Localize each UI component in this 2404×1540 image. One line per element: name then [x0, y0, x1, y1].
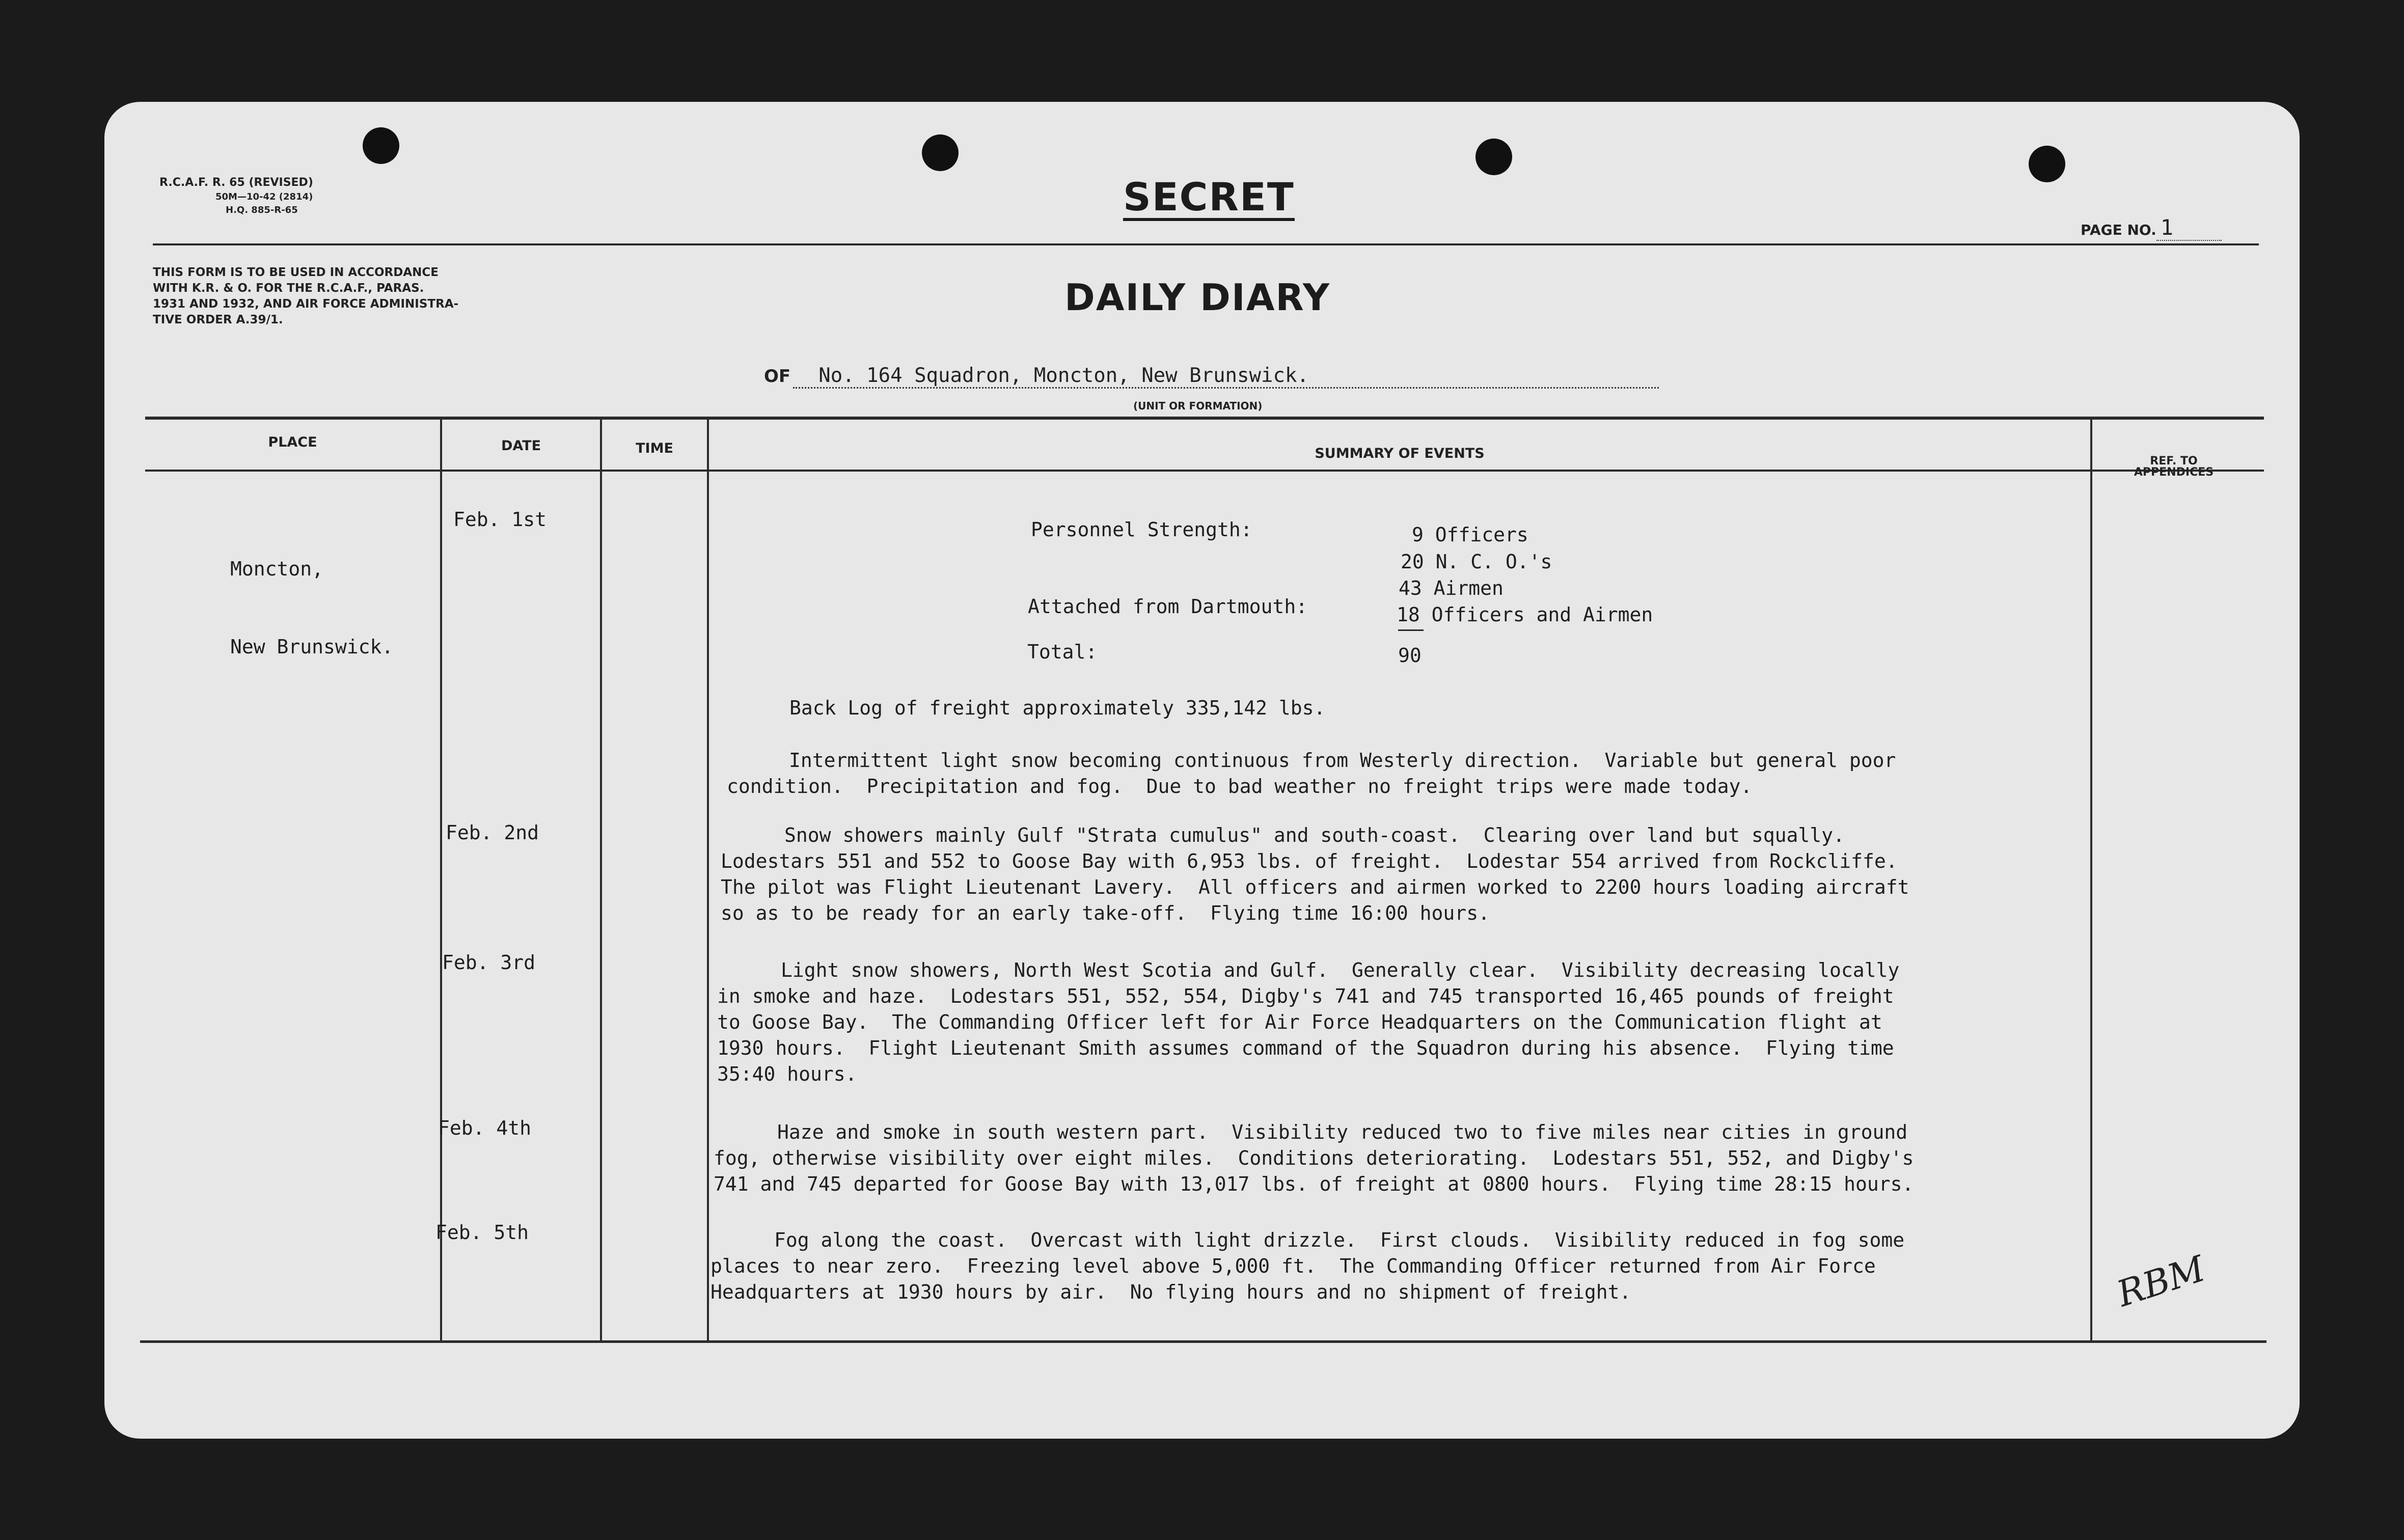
column-header-ref	[2092, 456, 2255, 478]
entry-line: Lodestars 551 and 552 to Goose Bay with 6,953 lbs. of freight. Lodestar 554 arrived from Rockcliffe.	[721, 850, 1898, 872]
entry-line: Light snow showers, North West Scotia and Gulf. Generally clear. Visibility decreasing locally	[781, 959, 1900, 981]
form-note-line: TIVE ORDER A.39/1.	[153, 313, 283, 326]
entry-line: Haze and smoke in south western part. Visibility reduced two to five miles near cities in ground	[777, 1121, 1908, 1143]
total-label: Total:	[1027, 641, 1098, 663]
entry-feb2	[721, 822, 1909, 926]
diary-page	[104, 102, 2300, 1439]
signature: RBM	[2112, 1247, 2210, 1315]
column-rule	[707, 417, 709, 1341]
form-code	[159, 175, 313, 217]
attached-count: 18 Officers and Airmen	[1397, 603, 1653, 626]
entry-feb3	[717, 957, 1899, 1087]
airmen-count: 43 Airmen	[1399, 577, 1504, 599]
table-head-rule	[145, 470, 2264, 472]
punch-hole	[1476, 139, 1512, 175]
column-rule	[600, 417, 602, 1341]
page-title: DAILY DIARY	[1064, 276, 1331, 319]
entry-line: Fog along the coast. Overcast with light drizzle. First clouds. Visibility reduced in fog some	[774, 1229, 1905, 1251]
form-code-line: 50M—10-42 (2814)	[215, 191, 313, 202]
place-line: New Brunswick.	[230, 636, 394, 658]
punch-hole	[363, 127, 399, 164]
column-header-date: DATE	[501, 438, 541, 454]
column-rule	[2090, 417, 2092, 1341]
date-cell: Feb. 4th	[438, 1117, 532, 1139]
form-code-line: R.C.A.F. R. 65 (REVISED)	[159, 176, 313, 189]
form-code-line: H.Q. 885-R-65	[226, 205, 298, 215]
entry-line: The pilot was Flight Lieutenant Lavery. All officers and airmen worked to 2200 hours loading aircraft	[721, 876, 1909, 898]
backlog-entry: Back Log of freight approximately 335,142 lbs.	[789, 697, 1326, 719]
punch-hole	[2029, 146, 2065, 182]
attached-label: Attached from Dartmouth:	[1028, 595, 1308, 618]
form-note-line: THIS FORM IS TO BE USED IN ACCORDANCE	[153, 266, 439, 279]
entry-line: so as to be ready for an early take-off. Flying time 16:00 hours.	[721, 902, 1490, 924]
entry-line: 1930 hours. Flight Lieutenant Smith assumes command of the Squadron during his absence. Flying time	[717, 1037, 1894, 1059]
ncos-count: 20 N. C. O.'s	[1401, 551, 1552, 573]
entry-feb1-weather	[727, 748, 1896, 800]
unit-of-label: OF	[764, 366, 791, 387]
page-number-field	[2081, 215, 2254, 241]
unit-field	[764, 364, 1659, 389]
personnel-strength-label: Personnel Strength:	[1031, 518, 1252, 541]
form-note-line: 1931 AND 1932, AND AIR FORCE ADMINISTRA-	[153, 297, 459, 311]
entry-line: fog, otherwise visibility over eight miles. Conditions deteriorating. Lodestars 551, 552, and Digby's	[714, 1147, 1914, 1169]
table-top-rule	[145, 417, 2264, 420]
officers-count: 9 Officers	[1412, 524, 1528, 546]
table-bottom-rule	[140, 1340, 2266, 1343]
entry-line: 741 and 745 departed for Goose Bay with 13,017 lbs. of freight at 0800 hours. Flying time 28:15 hours.	[714, 1173, 1914, 1195]
total-count: 90	[1398, 644, 1422, 667]
entry-line: Intermittent light snow becoming continuous from Westerly direction. Variable but general poor	[789, 749, 1896, 772]
date-cell: Feb. 2nd	[446, 821, 539, 844]
entry-line: to Goose Bay. The Commanding Officer left for Air Force Headquarters on the Communication flight at	[717, 1011, 1882, 1033]
entry-line: 35:40 hours.	[717, 1063, 857, 1085]
column-header-ref-line: APPENDICES	[2134, 466, 2214, 479]
form-note-line: WITH K.R. & O. FOR THE R.C.A.F., PARAS.	[153, 282, 424, 295]
entry-feb4	[714, 1119, 1914, 1197]
date-cell: Feb. 1st	[453, 508, 547, 531]
column-header-place: PLACE	[268, 434, 317, 450]
header-rule	[153, 243, 2259, 245]
entry-line: Snow showers mainly Gulf "Strata cumulus" and south-coast. Clearing over land but squally.	[784, 824, 1845, 846]
date-cell: Feb. 5th	[435, 1221, 529, 1244]
place-line: Moncton,	[230, 558, 324, 580]
security-marking: SECRET	[1123, 176, 1295, 221]
sum-underline	[1398, 629, 1424, 631]
entry-feb5	[711, 1227, 1904, 1305]
unit-value: No. 164 Squadron, Moncton, New Brunswick.	[793, 364, 1659, 389]
place-cell	[230, 504, 393, 712]
unit-caption: (UNIT OR FORMATION)	[1133, 400, 1263, 412]
punch-hole	[922, 134, 959, 171]
form-note	[153, 265, 458, 328]
column-header-summary: SUMMARY OF EVENTS	[1315, 446, 1485, 461]
column-rule	[440, 417, 442, 1341]
entry-line: Headquarters at 1930 hours by air. No flying hours and no shipment of freight.	[711, 1281, 1631, 1303]
entry-line: in smoke and haze. Lodestars 551, 552, 554, Digby's 741 and 745 transported 16,465 pounds of freight	[717, 985, 1894, 1007]
page-number-label: PAGE NO.	[2081, 222, 2156, 238]
entry-line: places to near zero. Freezing level above 5,000 ft. The Commanding Officer returned from Air Force	[711, 1255, 1876, 1277]
entry-line: condition. Precipitation and fog. Due to bad weather no freight trips were made today.	[727, 775, 1753, 798]
column-header-ref-line: REF. TO	[2150, 455, 2198, 468]
column-header-time: TIME	[636, 441, 673, 456]
date-cell: Feb. 3rd	[442, 951, 536, 974]
page-number-value: 1	[2156, 215, 2222, 241]
